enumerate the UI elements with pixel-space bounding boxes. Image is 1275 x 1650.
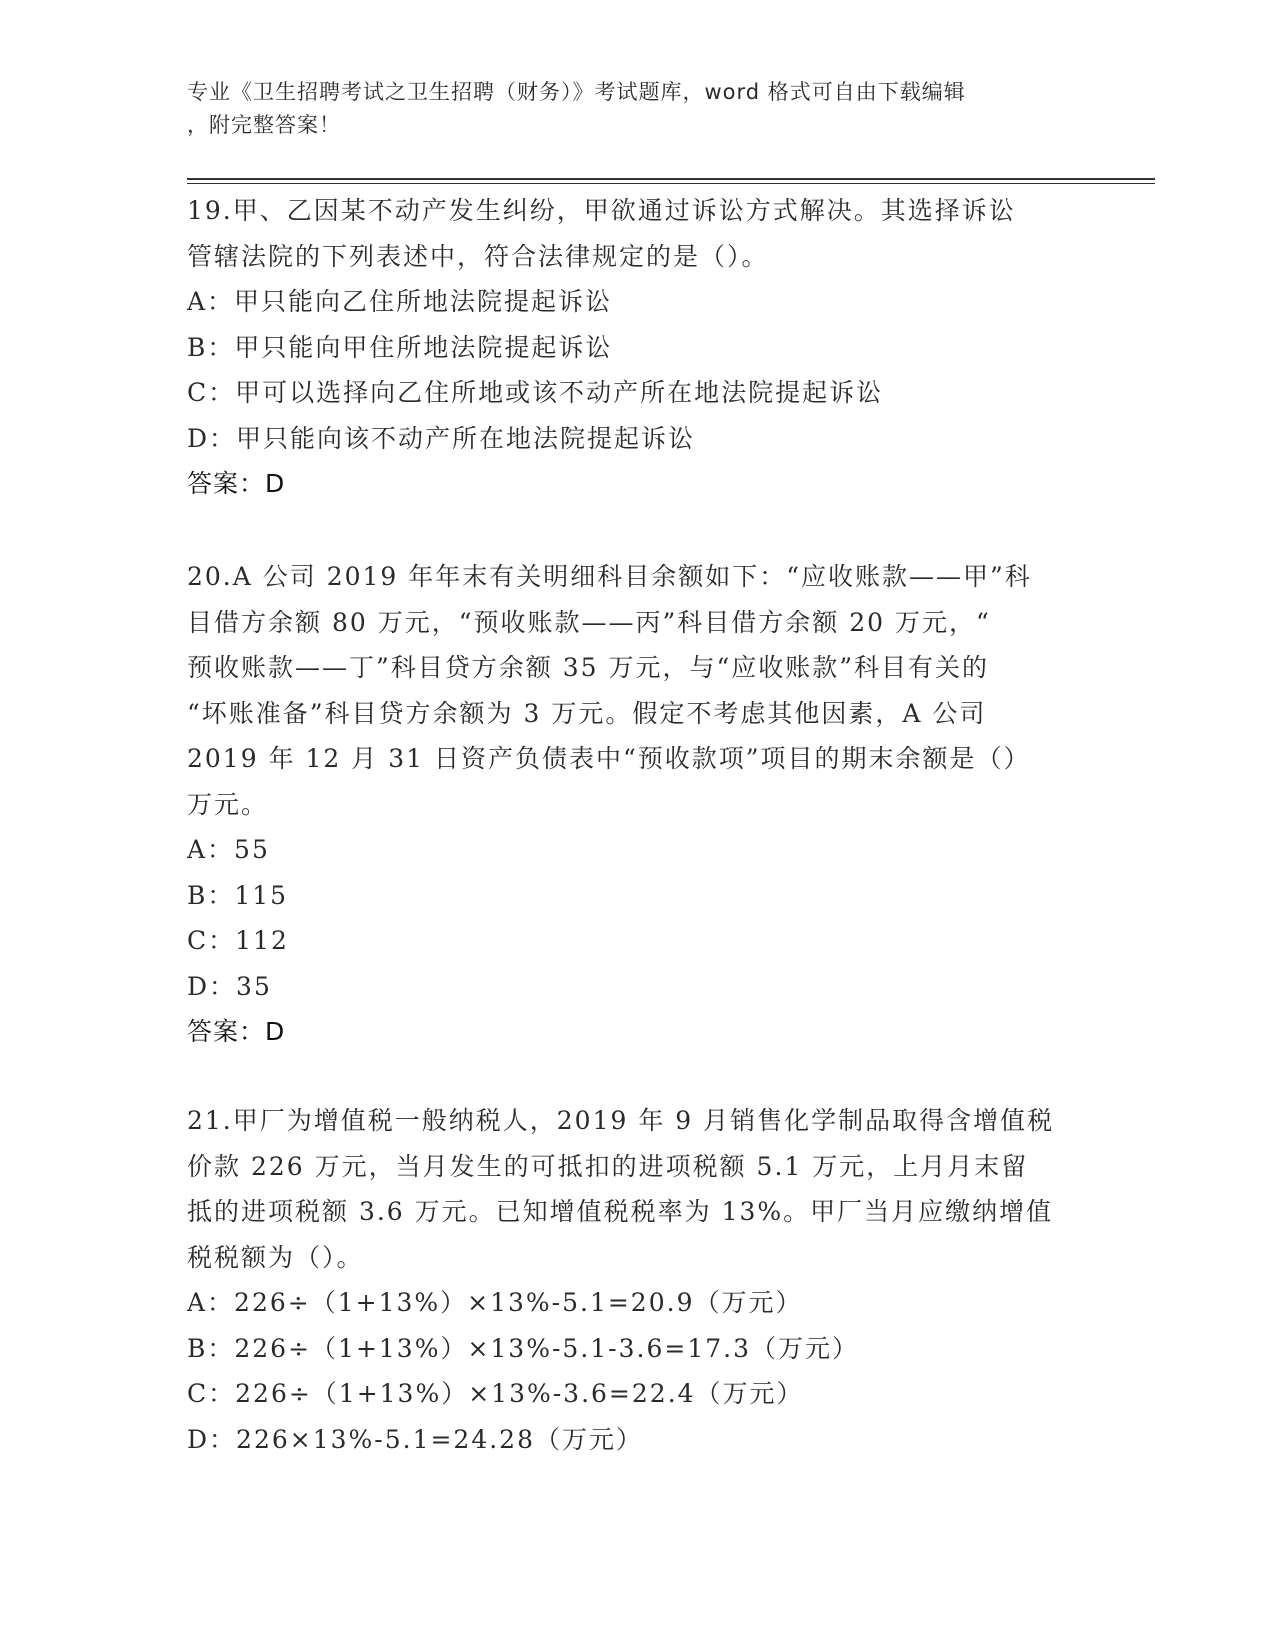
option-d: D：35	[187, 971, 272, 1001]
option-c: C：甲可以选择向乙住所地或该不动产所在地法院提起诉讼	[187, 378, 884, 407]
option-c: C：112	[187, 926, 289, 955]
option-b: B：115	[187, 880, 289, 910]
stem-line: 目借方余额 80 万元，“预收账款——丙”科目借方余额 20 万元，“	[187, 607, 991, 637]
option-b: B：甲只能向甲住所地法院提起诉讼	[187, 332, 613, 362]
option-a: A：甲只能向乙住所地法院提起诉讼	[187, 287, 613, 316]
option-d: D：226×13%-5.1=24.28（万元）	[187, 1424, 643, 1454]
question-stem	[187, 188, 1087, 279]
option-a: A：226÷（1+13%）×13%-5.1=20.9（万元）	[187, 1288, 803, 1317]
question-stem	[187, 1098, 1087, 1280]
option-d: D：甲只能向该不动产所在地法院提起诉讼	[187, 423, 696, 453]
header-line-1: 专业《卫生招聘考试之卫生招聘（财务）》考试题库，word 格式可自由下载编辑	[187, 80, 966, 104]
stem-line: 抵的进项税额 3.6 万元。已知增值税税率为 13%。甲厂当月应缴纳增值	[187, 1197, 1054, 1226]
document-header	[187, 76, 1087, 142]
header-rule-thick	[187, 178, 1155, 180]
answer: 答案：D	[187, 469, 286, 498]
stem-line: 预收账款——丁”科目贷方余额 35 万元，与“应收账款”科目有关的	[187, 653, 990, 682]
option-b: B：226÷（1+13%）×13%-5.1-3.6=17.3（万元）	[187, 1333, 859, 1363]
answer: 答案：D	[187, 1017, 286, 1046]
question-20	[187, 554, 1087, 1054]
stem-line: 税税额为（）。	[187, 1242, 364, 1272]
header-line-2: ，附完整答案！	[187, 113, 341, 137]
question-21	[187, 1098, 1087, 1462]
stem-line: 21.甲厂为增值税一般纳税人，2019 年 9 月销售化学制品取得含增值税	[187, 1106, 1055, 1135]
header-rule-thin	[187, 183, 1155, 184]
stem-line: 19.甲、乙因某不动产发生纠纷，甲欲通过诉讼方式解决。其选择诉讼	[187, 196, 1016, 225]
stem-line: 2019 年 12 月 31 日资产负债表中“预收款项”项目的期末余额是（）	[187, 744, 1031, 773]
stem-line: “坏账准备”科目贷方余额为 3 万元。假定不考虑其他因素，A 公司	[187, 698, 987, 728]
question-stem	[187, 554, 1087, 827]
question-19	[187, 188, 1087, 506]
stem-line: 价款 226 万元，当月发生的可抵扣的进项税额 5.1 万元，上月月末留	[187, 1151, 1029, 1181]
option-a: A：55	[187, 835, 270, 864]
stem-line: 20.A 公司 2019 年年末有关明细科目余额如下：“应收账款——甲”科	[187, 562, 1032, 591]
stem-line: 管辖法院的下列表述中，符合法律规定的是（）。	[187, 241, 769, 271]
stem-line: 万元。	[187, 789, 269, 819]
option-c: C：226÷（1+13%）×13%-3.6=22.4（万元）	[187, 1379, 804, 1408]
